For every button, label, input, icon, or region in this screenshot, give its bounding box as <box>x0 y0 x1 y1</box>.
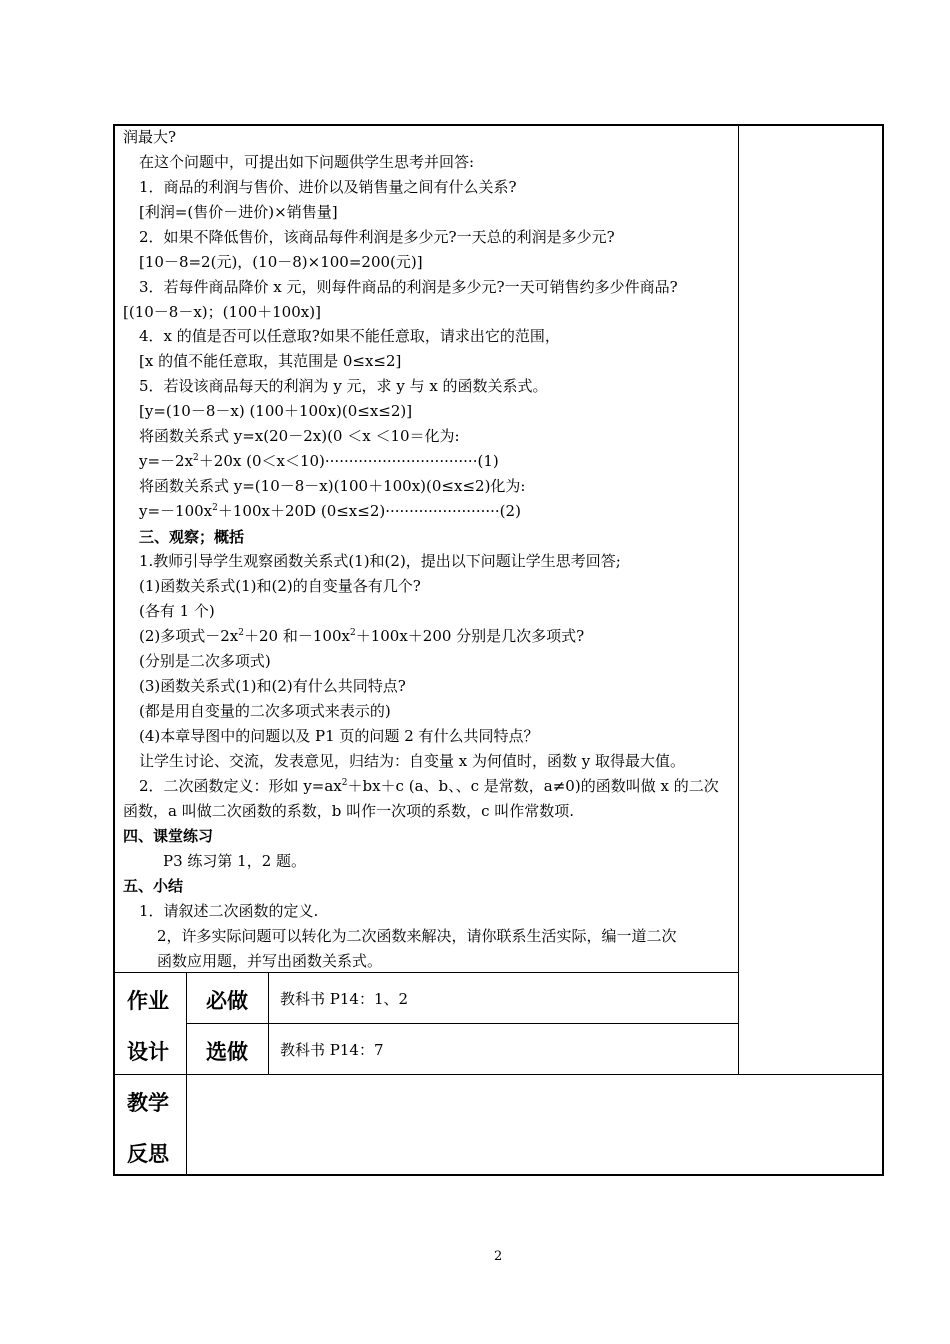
optional-text: 教科书 P14：7 <box>280 1041 384 1059</box>
homework-label-top: 作业 <box>127 989 169 1013</box>
text-line: [10－8=2(元)，(10－8)×100=200(元)] <box>139 253 423 271</box>
text-line: 3．若每件商品降价 x 元，则每件商品的利润是多少元?一天可销售约多少件商品? <box>139 278 678 296</box>
text-line: (1)函数关系式(1)和(2)的自变量各有几个? <box>139 577 421 595</box>
section-heading: 四、课堂练习 <box>123 827 214 845</box>
table-border-bottom <box>113 1174 884 1176</box>
text-line: 1．请叙述二次函数的定义. <box>139 902 319 920</box>
text-line: P3 练习第 1，2 题。 <box>163 852 307 870</box>
homework-row-top <box>113 972 739 973</box>
homework-row-middle <box>187 1023 739 1024</box>
reflection-row-top <box>113 1074 884 1075</box>
required-text: 教科书 P14：1、2 <box>280 990 409 1008</box>
text-line: 让学生讨论、交流，发表意见，归结为：自变量 x 为何值时，函数 y 取得最大值。 <box>139 752 686 770</box>
text-line: 1.教师引导学生观察函数关系式(1)和(2)，提出以下问题让学生思考回答; <box>139 552 621 570</box>
text-line: (3)函数关系式(1)和(2)有什么共同特点? <box>139 677 406 695</box>
text-line: 函数，a 叫做二次函数的系数，b 叫作一次项的系数，c 叫作常数项. <box>123 802 575 820</box>
text-line: 2．如果不降低售价，该商品每件利润是多少元?一天总的利润是多少元? <box>139 228 615 246</box>
optional-label: 选做 <box>206 1040 248 1064</box>
question-2-polynomial: (2)多项式$-2x^2+20$ 和$-100x^2+100x+200$ 分别是几次多项式? <box>139 627 585 645</box>
page-number: 2 <box>494 1249 503 1264</box>
text-line: 4．x 的值是否可以任意取?如果不能任意取，请求出它的范围， <box>139 327 560 345</box>
equation-2: $y=-100x^2+100x+20D$ (0≤x≤2)························(2) <box>139 502 521 520</box>
equation-2-intro: 将函数关系式 y=(10－8－x)(100＋100x)(0≤x≤2)化为: <box>139 477 526 495</box>
text-line: (分别是二次多项式) <box>139 652 271 670</box>
quadratic-definition: 2．二次函数定义：形如 $y=ax^2+bx+c$ (a、b、、c 是常数，a≠0)的函数叫做 x 的二次 <box>139 777 719 795</box>
equation-1: $y=-2x^2+20x$ (0＜x＜10)································(1) <box>139 452 499 470</box>
text-line: [(10－8－x)；(100＋100x)] <box>123 303 321 321</box>
reflection-label-bottom: 反思 <box>127 1142 169 1166</box>
text-line: [y=(10－8－x) (100＋100x)(0≤x≤2)] <box>139 402 413 420</box>
table-border-top <box>113 124 884 126</box>
section-heading: 三、观察；概括 <box>139 528 245 546</box>
text-line: 2，许多实际问题可以转化为二次函数来解决，请你联系生活实际，编一道二次 <box>157 927 677 945</box>
text-line: 1．商品的利润与售价、进价以及销售量之间有什么关系? <box>139 178 517 196</box>
text-line: 润最大? <box>123 128 177 146</box>
reflection-label-top: 教学 <box>127 1091 169 1115</box>
required-label: 必做 <box>206 989 248 1013</box>
text-line: (都是用自变量的二次多项式来表示的) <box>139 702 391 720</box>
subtype-column-divider <box>268 972 269 1074</box>
text-line: 5．若设该商品每天的利润为 y 元，求 y 与 x 的函数关系式。 <box>139 377 548 395</box>
text-line: 将函数关系式 y=x(20－2x)(0 ＜x ＜10＝化为: <box>139 427 460 445</box>
text-line: 在这个问题中，可提出如下问题供学生思考并回答: <box>139 153 475 171</box>
text-line: [x 的值不能任意取，其范围是 0≤x≤2] <box>139 352 402 370</box>
label-column-divider <box>186 972 187 1175</box>
text-line: (4)本章导图中的问题以及 P1 页的问题 2 有什么共同特点？ <box>139 727 539 745</box>
text-line: [利润=(售价－进价)×销售量] <box>139 203 338 221</box>
text-line: (各有 1 个) <box>139 602 215 620</box>
table-border-right <box>882 124 884 1176</box>
notes-column-divider <box>738 124 739 1074</box>
section-heading: 五、小结 <box>123 877 184 895</box>
table-border-left <box>113 124 115 1176</box>
text-line: 函数应用题，并写出函数关系式。 <box>157 952 383 970</box>
homework-label-bottom: 设计 <box>127 1040 169 1064</box>
